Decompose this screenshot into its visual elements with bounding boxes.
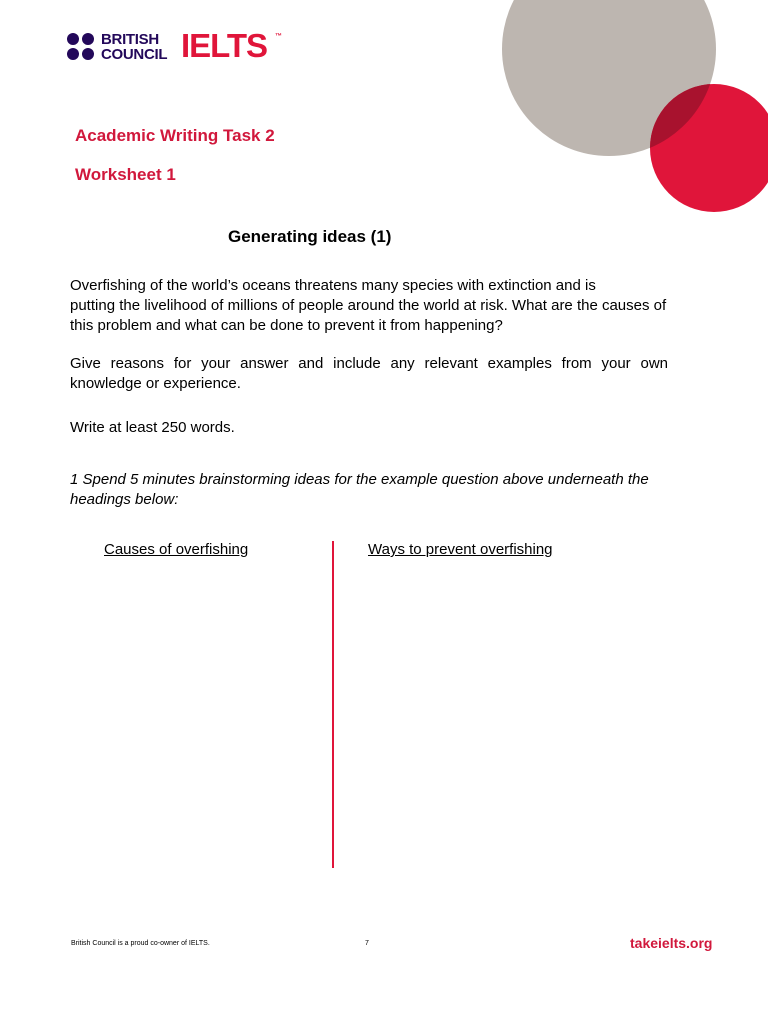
- reasons-text: Give reasons for your answer and include any relevant examples from your own knowledge or experience.: [70, 355, 668, 392]
- page-number: 7: [365, 940, 369, 947]
- instruction-text: 1 Spend 5 minutes brainstorming ideas for the example question above underneath the headings below:: [70, 471, 649, 508]
- ielts-logo: IELTS: [181, 27, 268, 64]
- footer-note: British Council is a proud co-owner of IELTS.: [71, 940, 210, 947]
- column-divider: [332, 541, 334, 868]
- page-title: Generating ideas (1): [228, 227, 392, 246]
- worksheet-heading: Worksheet 1: [75, 165, 176, 184]
- left-column-heading: Causes of overfishing: [104, 541, 249, 558]
- task-heading: Academic Writing Task 2: [75, 126, 275, 145]
- logo-dots-icon: [67, 33, 95, 61]
- website-link[interactable]: takeielts.org: [630, 935, 713, 951]
- question-first-line: Overfishing of the world’s oceans threatens many species with extinction and is: [70, 277, 596, 294]
- word-count-text: Write at least 250 words.: [70, 419, 235, 436]
- trademark-symbol: ™: [275, 33, 282, 40]
- british-council-wordmark: BRITISH COUNCIL: [101, 31, 168, 63]
- right-column-heading: Ways to prevent overfishing: [368, 541, 553, 558]
- decorative-circle-overlap: [502, 0, 716, 156]
- question-rest: putting the livelihood of millions of people around the world at risk. What are the causes of this problem and what can be done to prevent it from happening?: [70, 297, 667, 334]
- question-text: [70, 276, 670, 336]
